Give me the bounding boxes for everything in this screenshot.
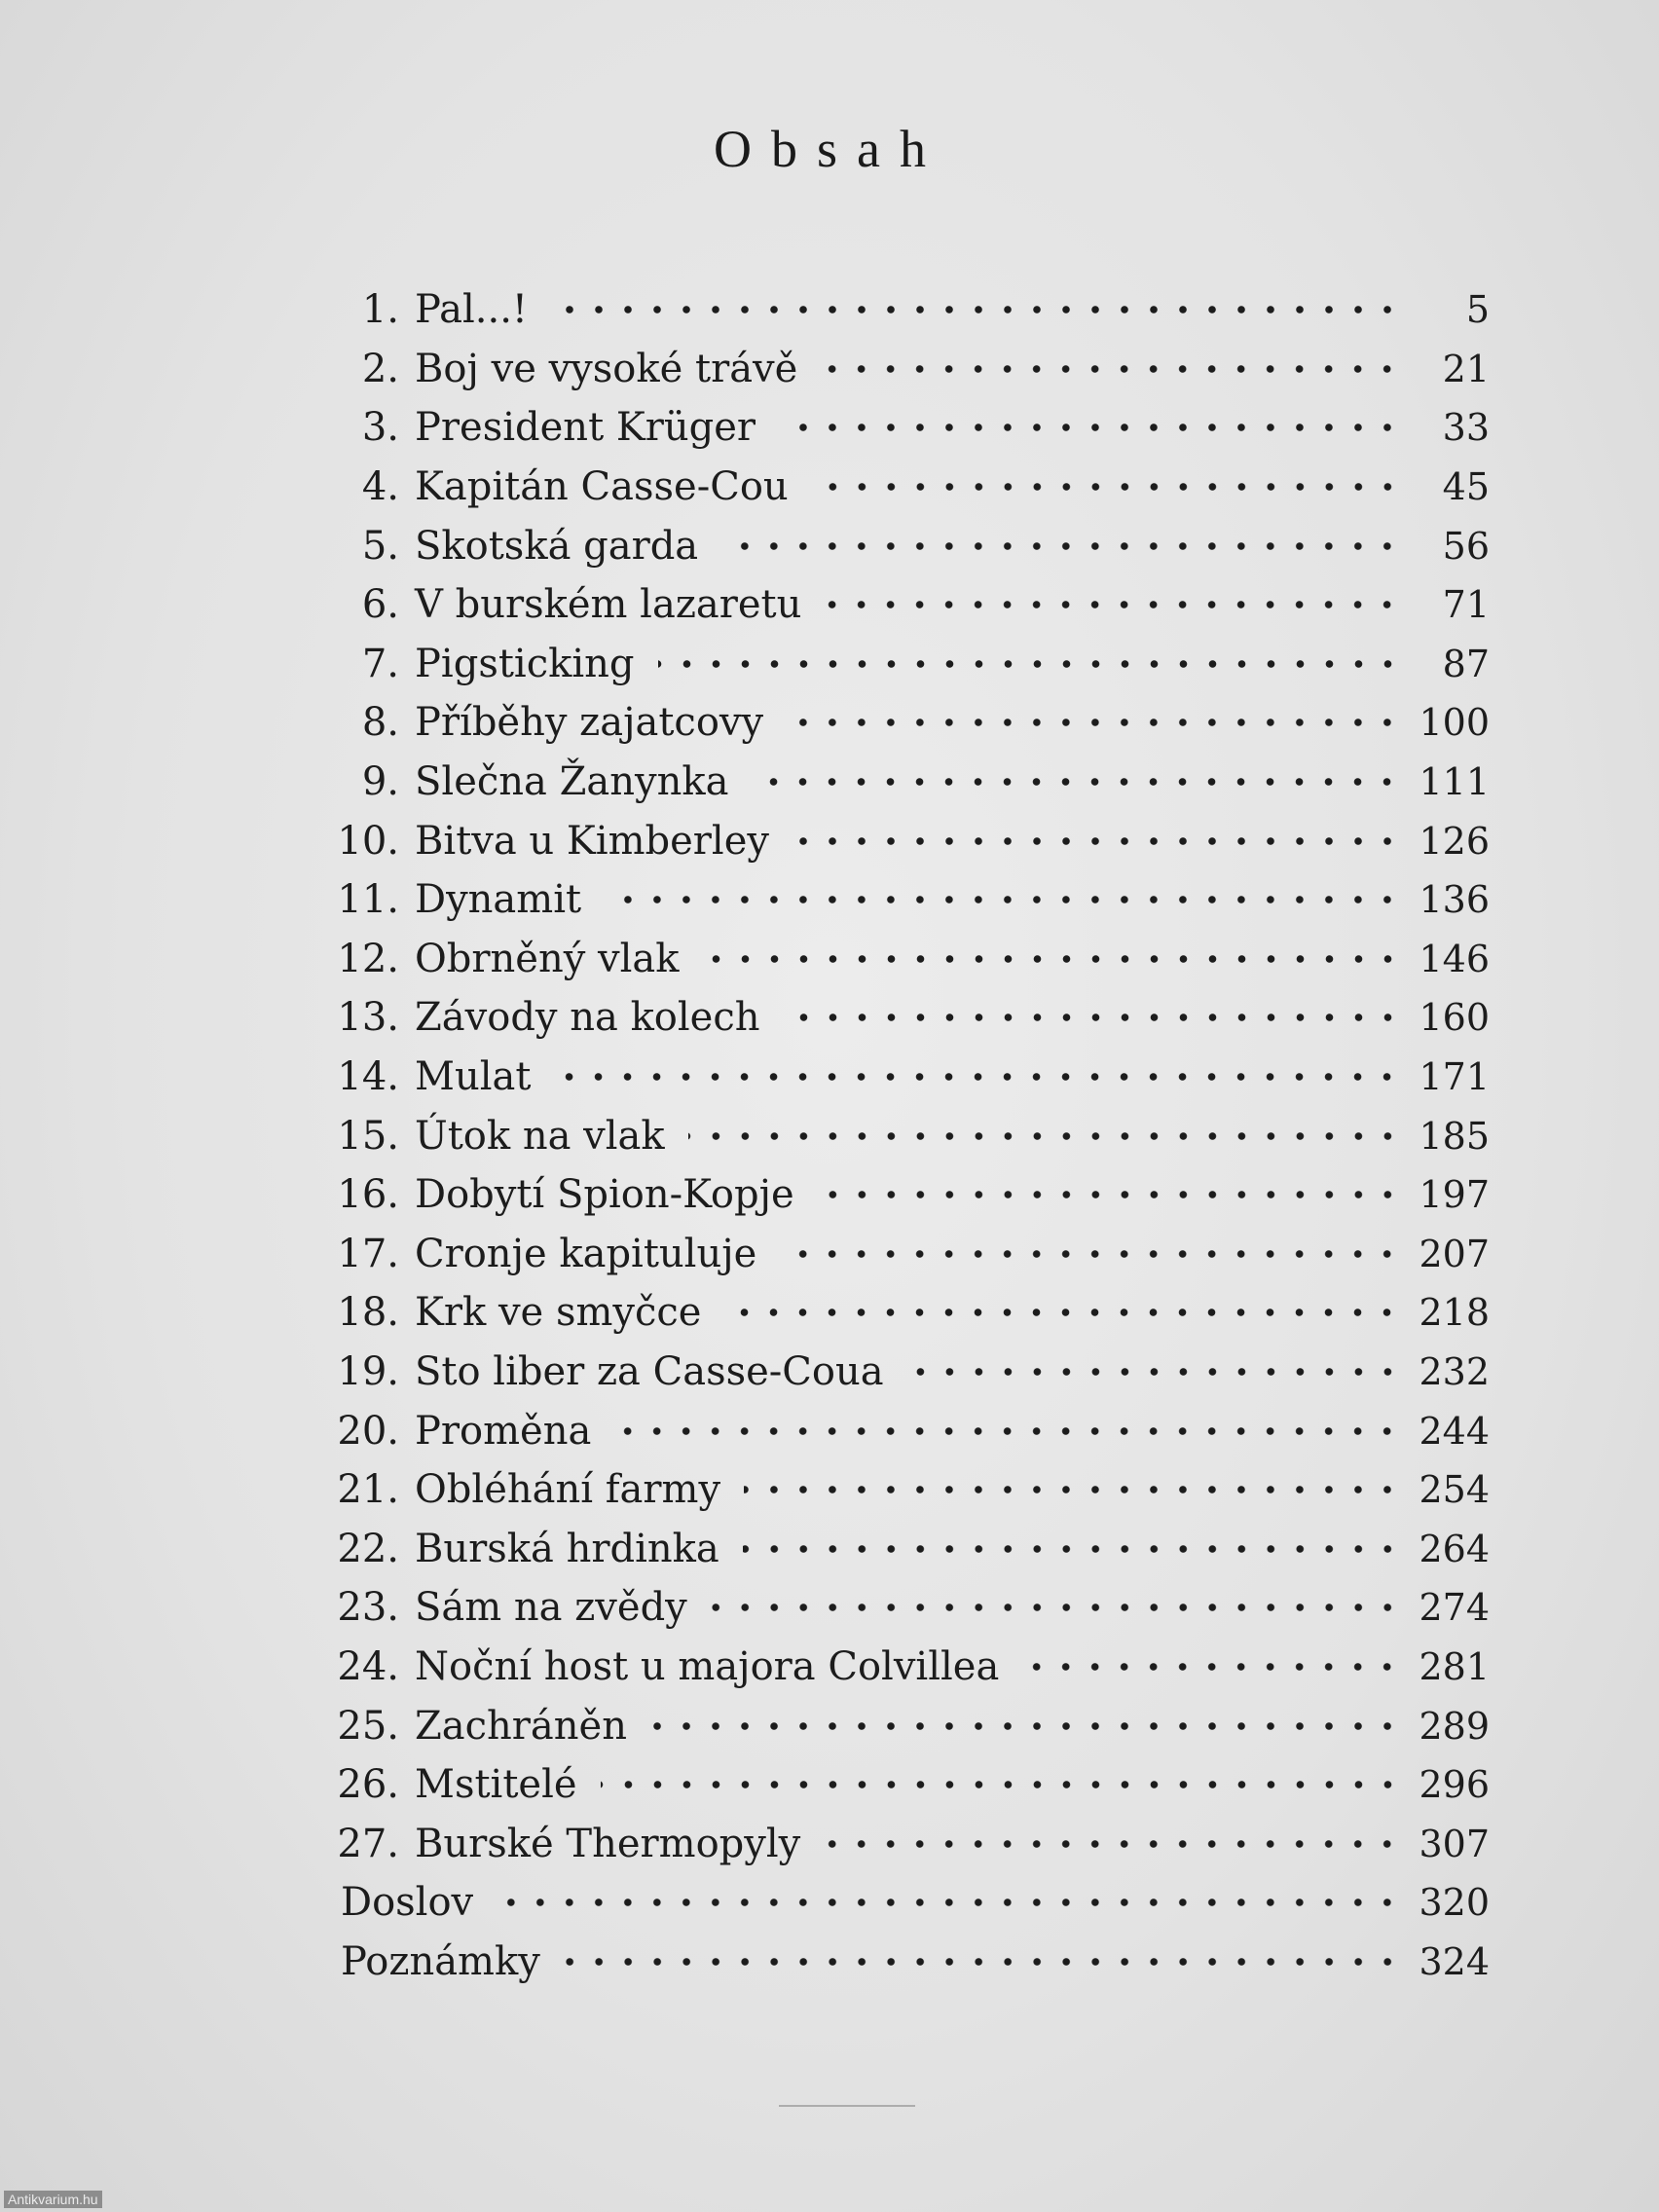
- page-number: 146: [1419, 937, 1490, 980]
- page-number: 5: [1465, 288, 1490, 332]
- chapter-number: 21.: [337, 1467, 399, 1513]
- chapter-title: Slečna Žanynka: [415, 759, 729, 805]
- chapter-title: Kapitán Casse-Cou: [415, 464, 789, 510]
- toc-entry: [321, 1165, 1490, 1225]
- toc-entry: [321, 516, 1490, 575]
- chapter-number: 6.: [361, 582, 399, 628]
- chapter-number: 5.: [361, 523, 399, 569]
- chapter-title: Burská hrdinka: [415, 1526, 719, 1571]
- chapter-number: 23.: [337, 1585, 399, 1631]
- toc-entry: [321, 1460, 1490, 1520]
- chapter-title: President Krüger: [415, 405, 756, 451]
- toc-entry: [321, 280, 1490, 340]
- chapter-title: Pal...!: [415, 287, 528, 333]
- chapter-number: 8.: [361, 700, 399, 746]
- dot-leader: [787, 703, 1402, 742]
- dot-leader: [821, 350, 1402, 388]
- page-number: 21: [1442, 347, 1490, 390]
- page-number: 71: [1442, 583, 1490, 627]
- page-number: 274: [1419, 1586, 1490, 1630]
- dot-leader: [784, 998, 1402, 1037]
- dot-leader: [721, 527, 1402, 566]
- chapter-number: 24.: [337, 1643, 399, 1689]
- chapter-title: Proměna: [415, 1408, 592, 1454]
- dot-leader: [825, 585, 1402, 624]
- dot-leader: [650, 1707, 1402, 1746]
- chapter-title: Příběhy zajatcovy: [415, 700, 764, 746]
- chapter-number: 25.: [337, 1703, 399, 1749]
- dot-leader: [711, 1588, 1402, 1627]
- chapter-number: 3.: [361, 405, 399, 451]
- page-number: 136: [1419, 878, 1490, 922]
- chapter-title: Závody na kolech: [415, 995, 760, 1041]
- chapter-number: 11.: [337, 877, 399, 923]
- chapter-title: V burském lazaretu: [415, 582, 802, 628]
- chapter-number: 2.: [361, 346, 399, 391]
- page-title: Obsah: [714, 120, 945, 178]
- watermark: Antikvarium.hu: [4, 2191, 102, 2208]
- chapter-title: Noční host u majora Colvillea: [415, 1643, 1000, 1689]
- page-number: 218: [1419, 1291, 1490, 1335]
- chapter-title: Pigsticking: [415, 641, 635, 686]
- page-number: 281: [1419, 1644, 1490, 1688]
- toc-entry: [321, 1343, 1490, 1402]
- chapter-title: Skotská garda: [415, 523, 699, 569]
- page-number: 45: [1442, 465, 1490, 509]
- toc-entry: [321, 398, 1490, 458]
- toc-entry: [321, 1578, 1490, 1638]
- chapter-number: 16.: [337, 1172, 399, 1218]
- page-number: 244: [1419, 1409, 1490, 1453]
- page-number: 33: [1442, 406, 1490, 450]
- toc-entry: [321, 635, 1490, 694]
- table-of-contents: [321, 280, 1490, 1991]
- dot-leader: [752, 762, 1402, 801]
- dot-leader: [812, 467, 1402, 506]
- chapter-number: 20.: [337, 1408, 399, 1454]
- dot-leader: [907, 1352, 1402, 1391]
- chapter-title: Cronje kapituluje: [415, 1231, 757, 1276]
- page-number: 320: [1419, 1881, 1490, 1925]
- page-number: 232: [1419, 1349, 1490, 1393]
- chapter-title: Mstitelé: [415, 1762, 577, 1808]
- dot-leader: [564, 1942, 1402, 1981]
- page-number: 207: [1419, 1232, 1490, 1275]
- toc-entry: [321, 458, 1490, 517]
- chapter-title: Sám na zvědy: [415, 1585, 687, 1631]
- chapter-number: 14.: [337, 1054, 399, 1100]
- chapter-title: Obléhání farmy: [415, 1467, 721, 1513]
- toc-entry: [321, 1106, 1490, 1165]
- chapter-title: Poznámky: [341, 1938, 540, 1984]
- chapter-title: Mulat: [415, 1054, 532, 1100]
- chapter-number: 18.: [337, 1290, 399, 1336]
- page-number: 56: [1442, 524, 1490, 568]
- chapter-number: 12.: [337, 936, 399, 981]
- chapter-title: Útok na vlak: [415, 1113, 665, 1159]
- chapter-title: Obrněný vlak: [415, 936, 680, 981]
- page-number: 100: [1419, 701, 1490, 745]
- toc-entry: [321, 340, 1490, 399]
- dot-leader: [497, 1883, 1402, 1922]
- chapter-title: Doslov: [341, 1880, 474, 1926]
- chapter-title: Dynamit: [415, 877, 582, 923]
- page-number: 289: [1419, 1704, 1490, 1748]
- chapter-number: 15.: [337, 1113, 399, 1159]
- toc-entry-notes: [321, 1933, 1490, 1992]
- toc-entry: [321, 870, 1490, 930]
- chapter-number: 4.: [361, 464, 399, 510]
- dot-leader: [818, 1175, 1402, 1214]
- dot-leader: [658, 645, 1402, 683]
- dot-leader: [601, 1765, 1402, 1804]
- toc-entry: [321, 693, 1490, 753]
- toc-entry: [321, 930, 1490, 989]
- chapter-title: Burské Thermopyly: [415, 1821, 801, 1866]
- toc-entry: [321, 1814, 1490, 1873]
- dot-leader: [779, 408, 1402, 447]
- toc-entry: [321, 1755, 1490, 1815]
- toc-entry: [321, 1225, 1490, 1284]
- chapter-number: 19.: [337, 1348, 399, 1394]
- toc-entry-afterword: [321, 1873, 1490, 1933]
- page-number: 87: [1442, 642, 1490, 685]
- dot-leader: [551, 290, 1402, 329]
- toc-entry: [321, 1696, 1490, 1755]
- chapter-title: Dobytí Spion-Kopje: [415, 1172, 794, 1218]
- toc-entry: [321, 1401, 1490, 1460]
- page-number: 296: [1419, 1763, 1490, 1807]
- page-number: 185: [1419, 1114, 1490, 1158]
- toc-entry: [321, 988, 1490, 1048]
- dot-leader: [554, 1057, 1402, 1096]
- chapter-title: Sto liber za Casse-Coua: [415, 1348, 884, 1394]
- chapter-number: 27.: [337, 1821, 399, 1866]
- toc-entry: [321, 1283, 1490, 1343]
- bottom-rule: [779, 2105, 915, 2107]
- page-number: 264: [1419, 1527, 1490, 1570]
- dot-leader: [614, 1412, 1402, 1451]
- toc-entry: [321, 753, 1490, 812]
- page-number: 197: [1419, 1173, 1490, 1217]
- toc-entry: [321, 1048, 1490, 1107]
- dot-leader: [780, 1235, 1402, 1273]
- page-number: 254: [1419, 1468, 1490, 1512]
- dot-leader: [743, 1530, 1402, 1568]
- page-number: 160: [1419, 996, 1490, 1040]
- toc-entry: [321, 811, 1490, 870]
- chapter-number: 10.: [337, 818, 399, 864]
- page-number: 307: [1419, 1822, 1490, 1865]
- toc-entry: [321, 575, 1490, 635]
- dot-leader: [605, 880, 1402, 919]
- chapter-title: Boj ve vysoké trávě: [415, 346, 798, 391]
- dot-leader: [688, 1117, 1402, 1156]
- toc-entry: [321, 1638, 1490, 1697]
- chapter-title: Zachráněn: [415, 1703, 627, 1749]
- chapter-number: 17.: [337, 1231, 399, 1276]
- dot-leader: [793, 822, 1402, 861]
- chapter-title: Bitva u Kimberley: [415, 818, 769, 864]
- page-number: 324: [1419, 1939, 1490, 1983]
- page-number: 171: [1419, 1055, 1490, 1099]
- chapter-number: 1.: [361, 287, 399, 333]
- toc-entry: [321, 1519, 1490, 1578]
- chapter-number: 13.: [337, 995, 399, 1041]
- dot-leader: [703, 940, 1402, 978]
- dot-leader: [824, 1825, 1402, 1863]
- chapter-number: 22.: [337, 1526, 399, 1571]
- dot-leader: [744, 1470, 1402, 1509]
- page-number: 126: [1419, 819, 1490, 863]
- chapter-number: 26.: [337, 1762, 399, 1808]
- chapter-number: 7.: [361, 641, 399, 686]
- chapter-title: Krk ve smyčce: [415, 1290, 702, 1336]
- page-number: 111: [1419, 760, 1490, 804]
- chapter-number: 9.: [361, 759, 399, 805]
- dot-leader: [1022, 1647, 1402, 1686]
- dot-leader: [724, 1293, 1402, 1332]
